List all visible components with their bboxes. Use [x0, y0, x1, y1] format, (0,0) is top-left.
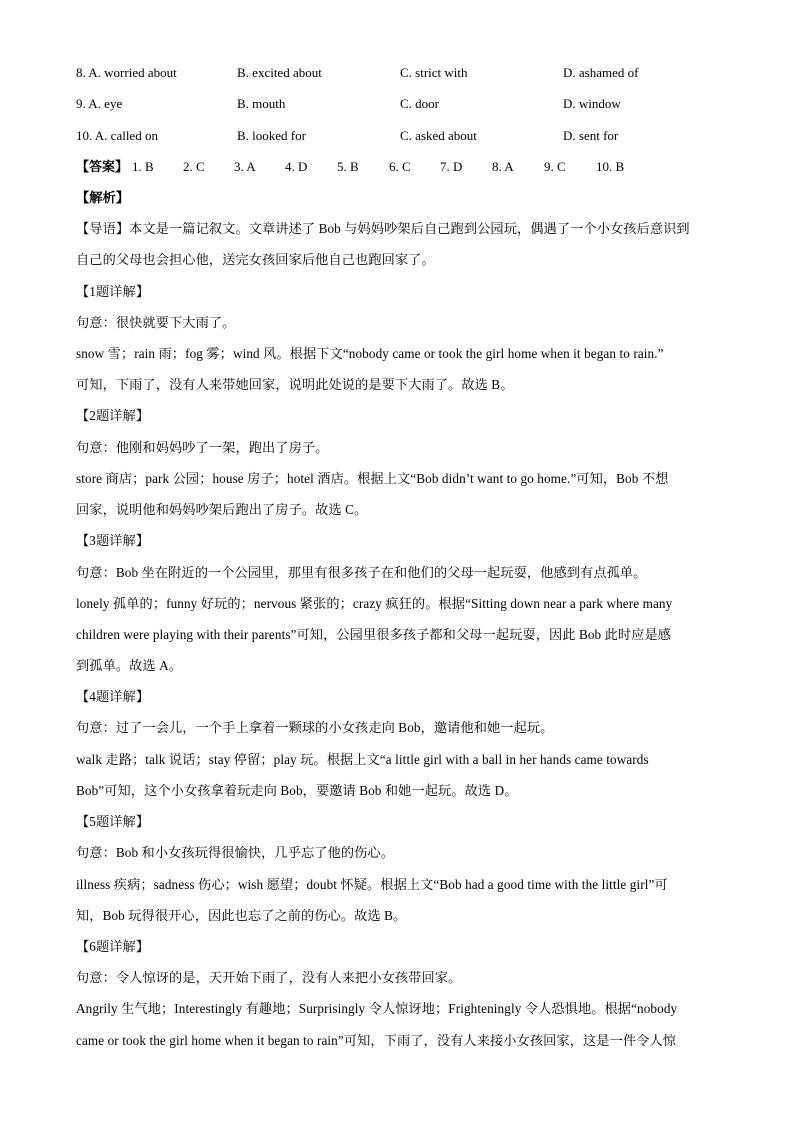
option-a: 10. A. called on	[76, 128, 158, 143]
intro-line: 【导语】本文是一篇记叙文。文章讲述了 Bob 与妈妈吵架后自己跑到公园玩，偶遇了一个小女孩后意识到	[76, 221, 690, 236]
answer-item: 10. B	[596, 159, 625, 174]
option-d: D. window	[563, 96, 621, 111]
text-line: 到孤单。故选 A。	[76, 658, 183, 673]
text-line: Angrily 生气地；Interestingly 有趣地；Surprisingly 令人惊讶地；Frighteningly 令人恐惧地。根据“nobody	[76, 1001, 678, 1016]
answer-item: 3. A	[234, 159, 256, 174]
text-line: came or took the girl home when it began to rain”可知，下雨了，没有人来接小女孩回家，这是一件令人惊	[76, 1033, 677, 1048]
text-line: 句意：令人惊讶的是，天开始下雨了，没有人来把小女孩带回家。	[76, 970, 462, 985]
option-c: C. asked about	[400, 128, 477, 143]
answer-item: 2. C	[183, 159, 205, 174]
text-line: lonely 孤单的；funny 好玩的；nervous 紧张的；crazy 疯狂的。根据“Sitting down near a park where many	[76, 596, 673, 611]
text-line: 可知，下雨了，没有人来带她回家，说明此处说的是要下大雨了。故选 B。	[76, 377, 514, 392]
option-c: C. door	[400, 96, 439, 111]
option-c: C. strict with	[400, 65, 468, 80]
text-line: children were playing with their parents”可知，公园里很多孩子都和父母一起玩耍，因此 Bob 此时应是感	[76, 627, 672, 642]
analysis-label: 【解析】	[76, 190, 130, 205]
text-line: 回家，说明他和妈妈吵架后跑出了房子。故选 C。	[76, 502, 368, 517]
option-d: D. ashamed of	[563, 65, 639, 80]
answer-item: 4. D	[285, 159, 308, 174]
section-heading: 【3题详解】	[76, 533, 150, 548]
answer-label: 【答案】	[76, 159, 129, 174]
section-heading: 【6题详解】	[76, 939, 150, 954]
section-heading: 【5题详解】	[76, 814, 150, 829]
option-a: 9. A. eye	[76, 96, 123, 111]
text-line: 句意：很快就要下大雨了。	[76, 315, 236, 330]
section-heading: 【4题详解】	[76, 689, 150, 704]
text-line: 知，Bob 玩得很开心，因此也忘了之前的伤心。故选 B。	[76, 908, 407, 923]
answer-item: 9. C	[544, 159, 566, 174]
text-line: 句意：Bob 坐在附近的一个公园里，那里有很多孩子在和他们的父母一起玩耍，他感到有点孤单。	[76, 565, 647, 580]
text-line: 句意：Bob 和小女孩玩得很愉快，几乎忘了他的伤心。	[76, 845, 395, 860]
answer-item: 1. B	[132, 159, 154, 174]
text-line: 句意：过了一会儿，一个手上拿着一颗球的小女孩走向 Bob，邀请他和她一起玩。	[76, 720, 554, 735]
option-b: B. looked for	[237, 128, 306, 143]
section-heading: 【1题详解】	[76, 284, 150, 299]
option-b: B. excited about	[237, 65, 322, 80]
answer-item: 7. D	[440, 159, 463, 174]
section-heading: 【2题详解】	[76, 408, 150, 423]
text-line: store 商店；park 公园；house 房子；hotel 酒店。根据上文“Bob didn’t want to go home.”可知，Bob 不想	[76, 471, 669, 486]
intro-line: 自己的父母也会担心他，送完女孩回家后他自己也跑回家了。	[76, 252, 435, 267]
answer-row	[76, 158, 754, 176]
answer-item: 8. A	[492, 159, 514, 174]
option-d: D. sent for	[563, 128, 619, 143]
option-a: 8. A. worried about	[76, 65, 177, 80]
text-line: 句意：他刚和妈妈吵了一架，跑出了房子。	[76, 440, 329, 455]
answer-item: 6. C	[389, 159, 411, 174]
text-line: snow 雪；rain 雨；fog 雾；wind 风。根据下文“nobody came or took the girl home when it began to rain.”	[76, 346, 664, 361]
text-line: Bob”可知，这个小女孩拿着玩走向 Bob，要邀请 Bob 和她一起玩。故选 D。	[76, 783, 518, 798]
text-line: walk 走路；talk 说话；stay 停留；play 玩。根据上文“a little girl with a ball in her hands came towards	[76, 752, 649, 767]
text-line: illness 疾病；sadness 伤心；wish 愿望；doubt 怀疑。根据上文“Bob had a good time with the little girl”可	[76, 877, 668, 892]
option-b: B. mouth	[237, 96, 286, 111]
answer-item: 5. B	[337, 159, 359, 174]
